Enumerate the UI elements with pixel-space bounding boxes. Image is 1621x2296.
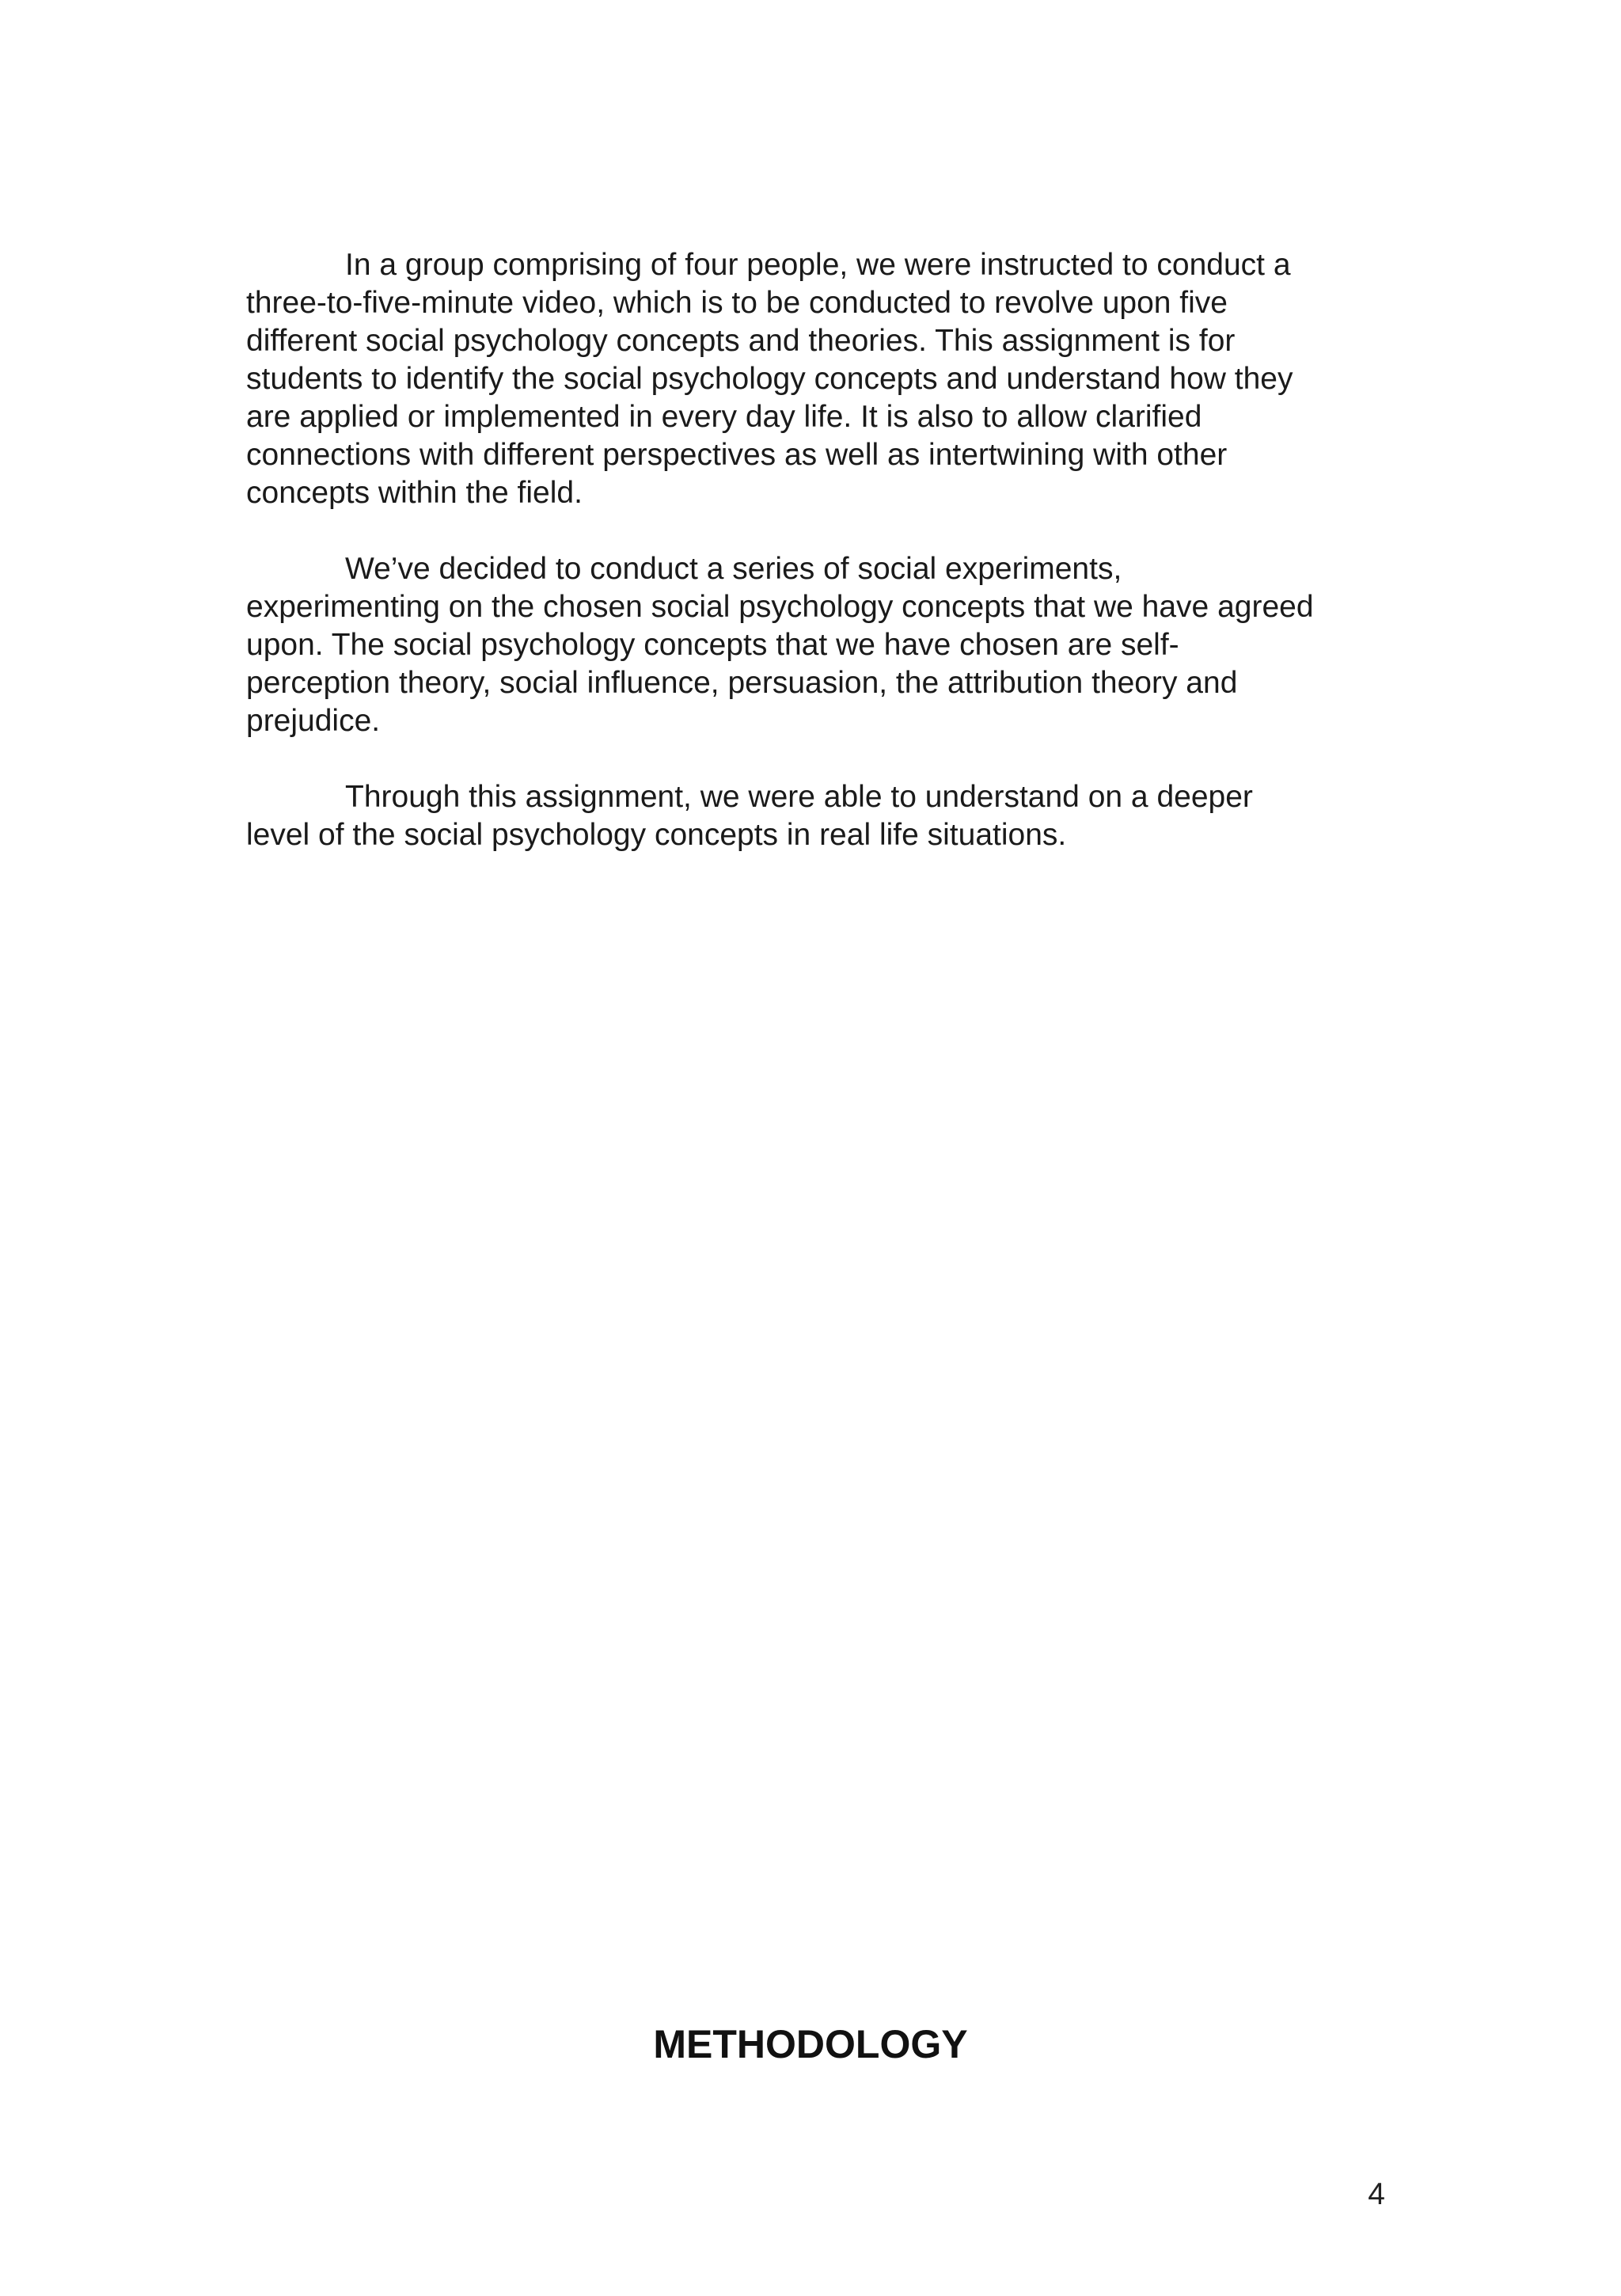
paragraph-line: level of the social psychology concepts in real life situations.	[246, 818, 1067, 852]
paragraph-line: prejudice.	[246, 704, 381, 738]
paragraph-line: upon. The social psychology concepts that we have chosen are self-	[246, 628, 1179, 662]
paragraph-line: experimenting on the chosen social psychology concepts that we have agreed	[246, 590, 1314, 624]
paragraph-line: concepts within the field.	[246, 476, 583, 510]
section-heading-methodology: METHODOLOGY	[653, 2022, 968, 2066]
paragraph-line: three-to-five-minute video, which is to be conducted to revolve upon five	[246, 286, 1228, 320]
paragraph-line: Through this assignment, we were able to understand on a deeper	[345, 780, 1253, 814]
paragraph-experiments	[246, 550, 1394, 740]
body-text	[246, 246, 1394, 854]
paragraph-assignment-intro	[246, 246, 1394, 512]
paragraph-line: connections with different perspectives as well as intertwining with other	[246, 438, 1228, 472]
paragraph-line: different social psychology concepts and theories. This assignment is for	[246, 324, 1236, 358]
paragraph-line: are applied or implemented in every day life. It is also to allow clarified	[246, 400, 1202, 434]
paragraph-line: perception theory, social influence, persuasion, the attribution theory and	[246, 666, 1238, 700]
page-number: 4	[1368, 2177, 1385, 2211]
paragraph-line: In a group comprising of four people, we were instructed to conduct a	[345, 248, 1291, 282]
paragraph-conclusion	[246, 778, 1394, 854]
paragraph-line: students to identify the social psychology concepts and understand how they	[246, 362, 1293, 396]
paragraph-line: We’ve decided to conduct a series of social experiments,	[345, 552, 1122, 586]
